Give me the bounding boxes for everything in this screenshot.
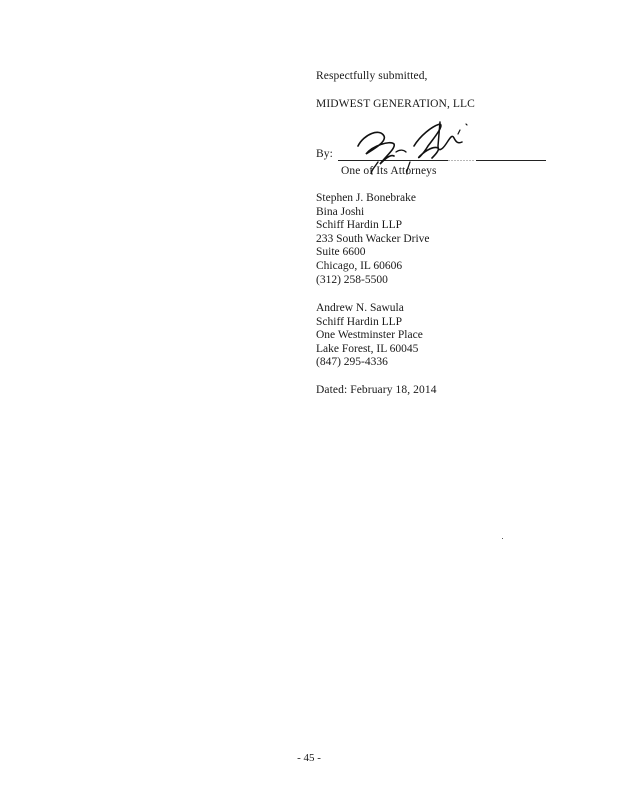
dated-line: Dated: February 18, 2014 xyxy=(316,384,437,396)
attorney-line: Schiff Hardin LLP xyxy=(316,219,403,232)
attorney-line: Andrew N. Sawula xyxy=(316,302,404,314)
page-number: - 45 - xyxy=(297,752,321,764)
scan-speck xyxy=(502,538,503,539)
signature-line-dots: ......... xyxy=(448,154,475,163)
company-name: MIDWEST GENERATION, LLC xyxy=(316,98,475,110)
closing-text: Respectfully submitted, xyxy=(316,70,428,82)
attorney-line: (312) 258-5500 xyxy=(316,273,388,286)
signature-caption: One of Its Attorneys xyxy=(341,165,437,177)
attorney-block-1 xyxy=(316,192,430,287)
attorney-line: Stephen J. Bonebrake xyxy=(316,192,416,204)
attorney-line: (847) 295-4336 xyxy=(316,356,388,369)
attorney-line: Suite 6600 xyxy=(316,246,366,259)
attorney-block-2 xyxy=(316,302,423,370)
attorney-line: Lake Forest, IL 60045 xyxy=(316,342,419,355)
attorney-line: One Westminster Place xyxy=(316,329,423,342)
attorney-line: Bina Joshi xyxy=(316,205,365,218)
attorney-line: Schiff Hardin LLP xyxy=(316,315,403,328)
attorney-line: Chicago, IL 60606 xyxy=(316,259,403,272)
by-label: By: xyxy=(316,148,333,160)
attorney-line: 233 South Wacker Drive xyxy=(316,232,430,245)
